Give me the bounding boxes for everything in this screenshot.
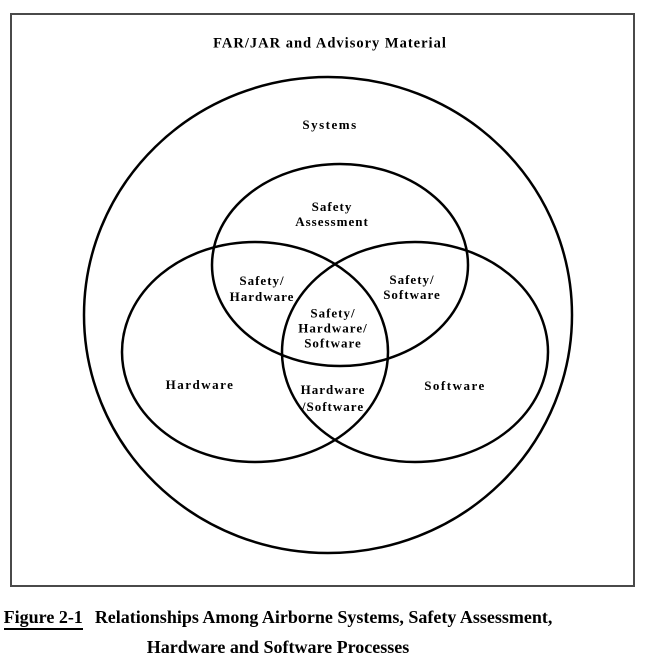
- label-safety-hardware-software: [298, 306, 367, 351]
- label-hardware-software-line2: /Software: [301, 399, 365, 414]
- label-safety-software-line2: Software: [383, 287, 441, 302]
- label-safety-assessment: [295, 199, 369, 229]
- label-hardware-software-line1: Hardware: [300, 382, 366, 397]
- caption-line-1: [0, 602, 556, 632]
- figure-title: FAR/JAR and Advisory Material: [213, 35, 447, 52]
- label-safety-hardware-line1: Safety/: [239, 273, 285, 288]
- label-software: Software: [424, 378, 486, 393]
- caption-text-1: Relationships Among Airborne Systems, Safety Assessment,: [94, 607, 553, 627]
- label-hardware-software: [301, 381, 366, 415]
- label-safety-hardware-software-line3: Software: [304, 335, 362, 351]
- label-safety-assessment-line1: Safety: [311, 199, 353, 214]
- label-safety-hardware-line2: Hardware: [229, 289, 295, 304]
- label-safety-assessment-line2: Assessment: [295, 214, 369, 229]
- label-safety-hardware-software-line1: Safety/: [310, 305, 356, 321]
- label-safety-hardware: [230, 273, 295, 305]
- figure-caption: [0, 602, 556, 662]
- label-safety-software-line1: Safety/: [389, 272, 435, 287]
- caption-line-2: Hardware and Software Processes: [146, 637, 410, 657]
- figure-number-label: Figure 2-1: [4, 607, 83, 630]
- label-safety-software: [383, 272, 441, 302]
- label-safety-hardware-software-line2: Hardware/: [298, 320, 368, 336]
- label-hardware: Hardware: [165, 377, 235, 392]
- label-systems: Systems: [302, 117, 358, 132]
